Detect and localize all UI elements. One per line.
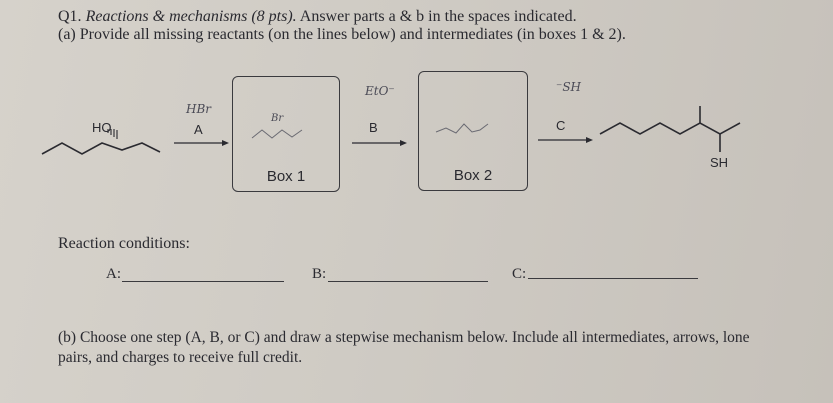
arrow-c-head: [586, 137, 593, 143]
question-title: Q1. Reactions & mechanisms (8 pts). Answer parts a & b in the spaces indicated.: [58, 8, 577, 25]
condition-a-blank[interactable]: [122, 281, 284, 282]
arrow-b-label: B: [369, 120, 378, 135]
arrow-c-label: C: [556, 118, 566, 133]
part-b-instructions: (b) Choose one step (A, B, or C) and draw a stepwise mechanism below. Include all intermediates, arrows, lone pairs, and charges to receive full credit.: [58, 329, 750, 366]
box-1-label: Box 1: [266, 168, 306, 185]
handwritten-ethoxide: EtO⁻: [365, 84, 395, 98]
reaction-conditions-title: Reaction conditions:: [58, 235, 190, 252]
handwritten-hbr: HBr: [186, 102, 212, 116]
condition-c-label: C:: [512, 266, 527, 282]
product-skeleton: [600, 123, 740, 134]
arrow-a-label: A: [194, 122, 203, 137]
start-molecule-skeleton: [42, 143, 160, 154]
box-1[interactable]: [232, 76, 340, 192]
box-2-label: Box 2: [453, 167, 493, 184]
product-thiol-label: SH: [710, 155, 729, 170]
start-hydroxyl-label: HO: [92, 120, 112, 135]
box-2[interactable]: [418, 71, 528, 191]
condition-c-blank[interactable]: [528, 278, 698, 279]
condition-b-label: B:: [312, 266, 327, 282]
part-a-instructions: (a) Provide all missing reactants (on the lines below) and intermediates (in boxes 1 & 2).: [58, 26, 626, 43]
condition-b-blank[interactable]: [328, 281, 488, 282]
handwritten-hydrosulfide: ⁻SH: [556, 80, 582, 94]
condition-a-label: A:: [106, 266, 121, 282]
arrow-b-head: [400, 140, 407, 146]
box1-bromine-sketch: Br: [271, 113, 284, 124]
arrow-a-head: [222, 140, 229, 146]
